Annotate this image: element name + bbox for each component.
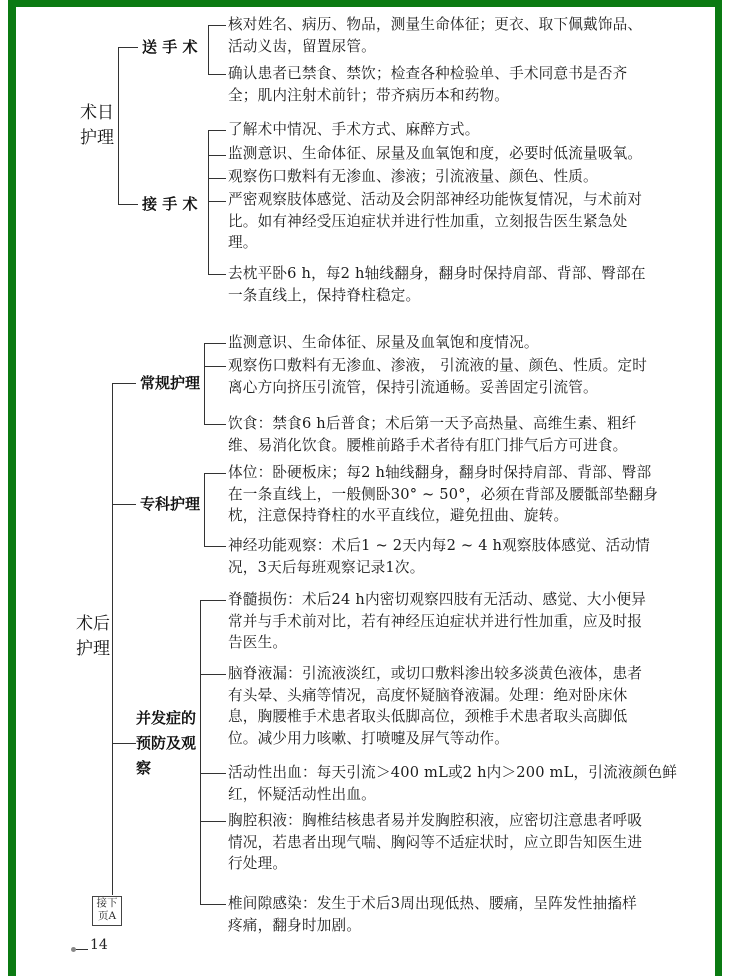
bracket-line [208, 201, 226, 202]
bracket-line [204, 424, 226, 425]
section-label-line: 术日 [80, 103, 114, 123]
list-item: 活动性出血：每天引流＞400 mL或2 h内＞200 mL，引流液颜色鲜 红，怀疑活动性出血。 [228, 764, 678, 803]
page-frame-left [8, 0, 16, 976]
bracket-line [200, 904, 226, 905]
bracket-line [200, 600, 201, 905]
list-item: 监测意识、生命体征、尿量及血氧饱和度情况。 [228, 334, 539, 351]
group-label-send-surgery: 送 手 术 [142, 38, 198, 56]
bracket-line [118, 47, 138, 48]
list-item: 确认患者已禁食、禁饮；检查各种检验单、手术同意书是否齐 全；肌内注射术前针；带齐病历本和药物。 [228, 65, 628, 104]
group-label-routine-care: 常规护理 [140, 374, 201, 392]
bracket-line [204, 343, 205, 425]
bracket-line [200, 674, 226, 675]
list-item: 观察伤口敷料有无渗血、渗液；引流液量、颜色、性质。 [228, 168, 598, 185]
page-number-dash [76, 949, 88, 950]
list-item: 去枕平卧6 h，每2 h轴线翻身，翻身时保持肩部、背部、臀部在 一条直线上，保持脊柱稳定。 [228, 265, 646, 304]
bracket-line [208, 25, 209, 75]
bracket-line [204, 546, 226, 547]
list-item: 神经功能观察：术后1 ~ 2天内每2 ~ 4 h观察肢体感觉、活动情 况，3天后每班观察记录1次。 [228, 537, 651, 576]
bracket-line [204, 343, 226, 344]
group-label-receive-surgery: 接 手 术 [142, 195, 198, 213]
bracket-line [200, 821, 226, 822]
bracket-line [208, 130, 226, 131]
bracket-line [208, 74, 226, 75]
list-item: 饮食：禁食6 h后普食；术后第一天予高热量、高维生素、粗纤 维、易消化饮食。腰椎前路手术者待有肛门排气后方可进食。 [228, 415, 637, 454]
list-item: 核对姓名、病历、物品，测量生命体征；更衣、取下佩戴饰品、 活动义齿，留置尿管。 [228, 16, 643, 55]
bracket-line [118, 204, 138, 205]
page-frame-right [715, 0, 722, 976]
continue-next-page-box: 接下 页A [92, 896, 122, 926]
bracket-line [118, 47, 119, 205]
page-frame-top [8, 0, 722, 7]
list-item: 观察伤口敷料有无渗血、渗液， 引流液的量、颜色、性质。定时 离心方向挤压引流管，保持引流通畅。妥善固定引流管。 [228, 357, 648, 396]
list-item: 体位：卧硬板床；每2 h轴线翻身，翻身时保持肩部、背部、臀部 在一条直线上，一般侧卧30° ~ 50°，必须在背部及腰骶部垫翻身 枕，注意保持脊柱的水平直线位，避免扭曲、旋转。 [228, 464, 659, 524]
bracket-line [112, 743, 136, 744]
section-label-post-op [76, 612, 110, 662]
bracket-line [204, 366, 226, 367]
bracket-line [200, 773, 226, 774]
list-item: 胸腔积液：胸椎结核患者易并发胸腔积液，应密切注意患者呼吸 情况，若患者出现气喘、胸闷等不适症状时，应立即告知医生进 行处理。 [228, 812, 643, 872]
list-item: 了解术中情况、手术方式、麻醉方式。 [228, 121, 480, 138]
list-item: 脑脊液漏：引流液淡红，或切口敷料渗出较多淡黄色液体，患者 有头晕、头痛等情况，高度怀疑脑脊液漏。处理：绝对卧床休 息，胸腰椎手术患者取头低脚高位，颈椎手术患者取头高脚低 位。减少用力咳嗽、打喷嚏及屏气等动作。 [228, 665, 643, 747]
list-item: 严密观察肢体感觉、活动及会阴部神经功能恢复情况，与术前对 比。如有神经受压迫症状并进行性加重，立刻报告医生紧急处 理。 [228, 191, 643, 251]
bracket-line [208, 178, 226, 179]
list-item: 监测意识、生命体征、尿量及血氧饱和度，必要时低流量吸氧。 [228, 145, 643, 162]
section-label-line: 护理 [76, 639, 110, 659]
bracket-line [208, 130, 209, 275]
bracket-line [204, 473, 226, 474]
bracket-line [200, 600, 226, 601]
list-item: 脊髓损伤：术后24 h内密切观察四肢有无活动、感觉、大小便异 常并与手术前对比，若有神经压迫症状并进行性加重，应及时报 告医生。 [228, 591, 647, 651]
section-label-line: 护理 [80, 128, 114, 148]
bracket-line [208, 155, 226, 156]
bracket-line [208, 274, 226, 275]
bracket-line [112, 383, 113, 895]
section-label-line: 术后 [76, 614, 110, 634]
group-label-specialty-care: 专科护理 [140, 495, 201, 513]
bracket-line [112, 383, 136, 384]
group-label-complications: 并发症的 预防及观 察 [136, 709, 197, 777]
section-label-surgery-day [80, 101, 114, 151]
list-item: 椎间隙感染：发生于术后3周出现低热、腰痛，呈阵发性抽搐样 疼痛，翻身时加剧。 [228, 895, 637, 934]
page-number: 14 [90, 937, 108, 953]
bracket-line [204, 473, 205, 547]
bracket-line [208, 25, 226, 26]
bracket-line [112, 504, 136, 505]
